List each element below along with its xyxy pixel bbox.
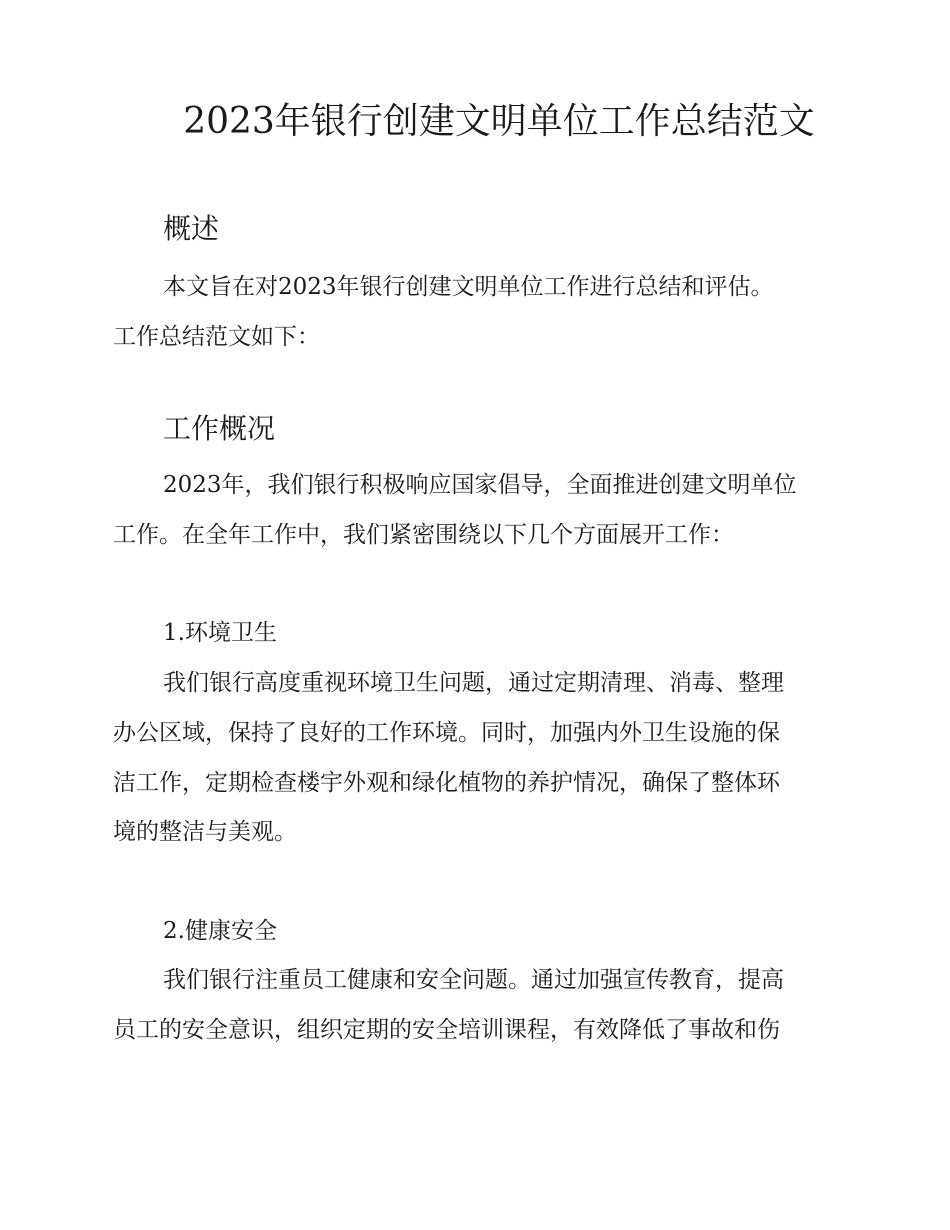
- paragraph-line: 工作。在全年工作中，我们紧密围绕以下几个方面展开工作：: [113, 522, 734, 548]
- paragraph-line: 员工的安全意识，组织定期的安全培训课程，有效降低了事故和伤: [113, 1017, 780, 1043]
- section-heading-work-overview: 工作概况: [163, 412, 276, 445]
- paragraph-line: 本文旨在对2023年银行创建文明单位工作进行总结和评估。: [163, 274, 774, 300]
- section-heading-overview: 概述: [163, 212, 220, 245]
- subsection-heading-health-safety: 2.健康安全: [163, 918, 277, 944]
- subsection-heading-environment: 1.环境卫生: [163, 620, 277, 646]
- paragraph-line: 办公区域，保持了良好的工作环境。同时，加强内外卫生设施的保: [113, 720, 780, 746]
- document-title: 2023年银行创建文明单位工作总结范文: [183, 101, 815, 142]
- paragraph-line: 2023年，我们银行积极响应国家倡导，全面推进创建文明单位: [163, 472, 797, 498]
- paragraph-line: 工作总结范文如下：: [113, 324, 320, 350]
- paragraph-line: 境的整洁与美观。: [113, 819, 297, 845]
- paragraph-line: 洁工作，定期检查楼宇外观和绿化植物的养护情况，确保了整体环: [113, 770, 780, 796]
- paragraph-line: 我们银行高度重视环境卫生问题，通过定期清理、消毒、整理: [163, 670, 784, 696]
- paragraph-line: 我们银行注重员工健康和安全问题。通过加强宣传教育，提高: [163, 967, 784, 993]
